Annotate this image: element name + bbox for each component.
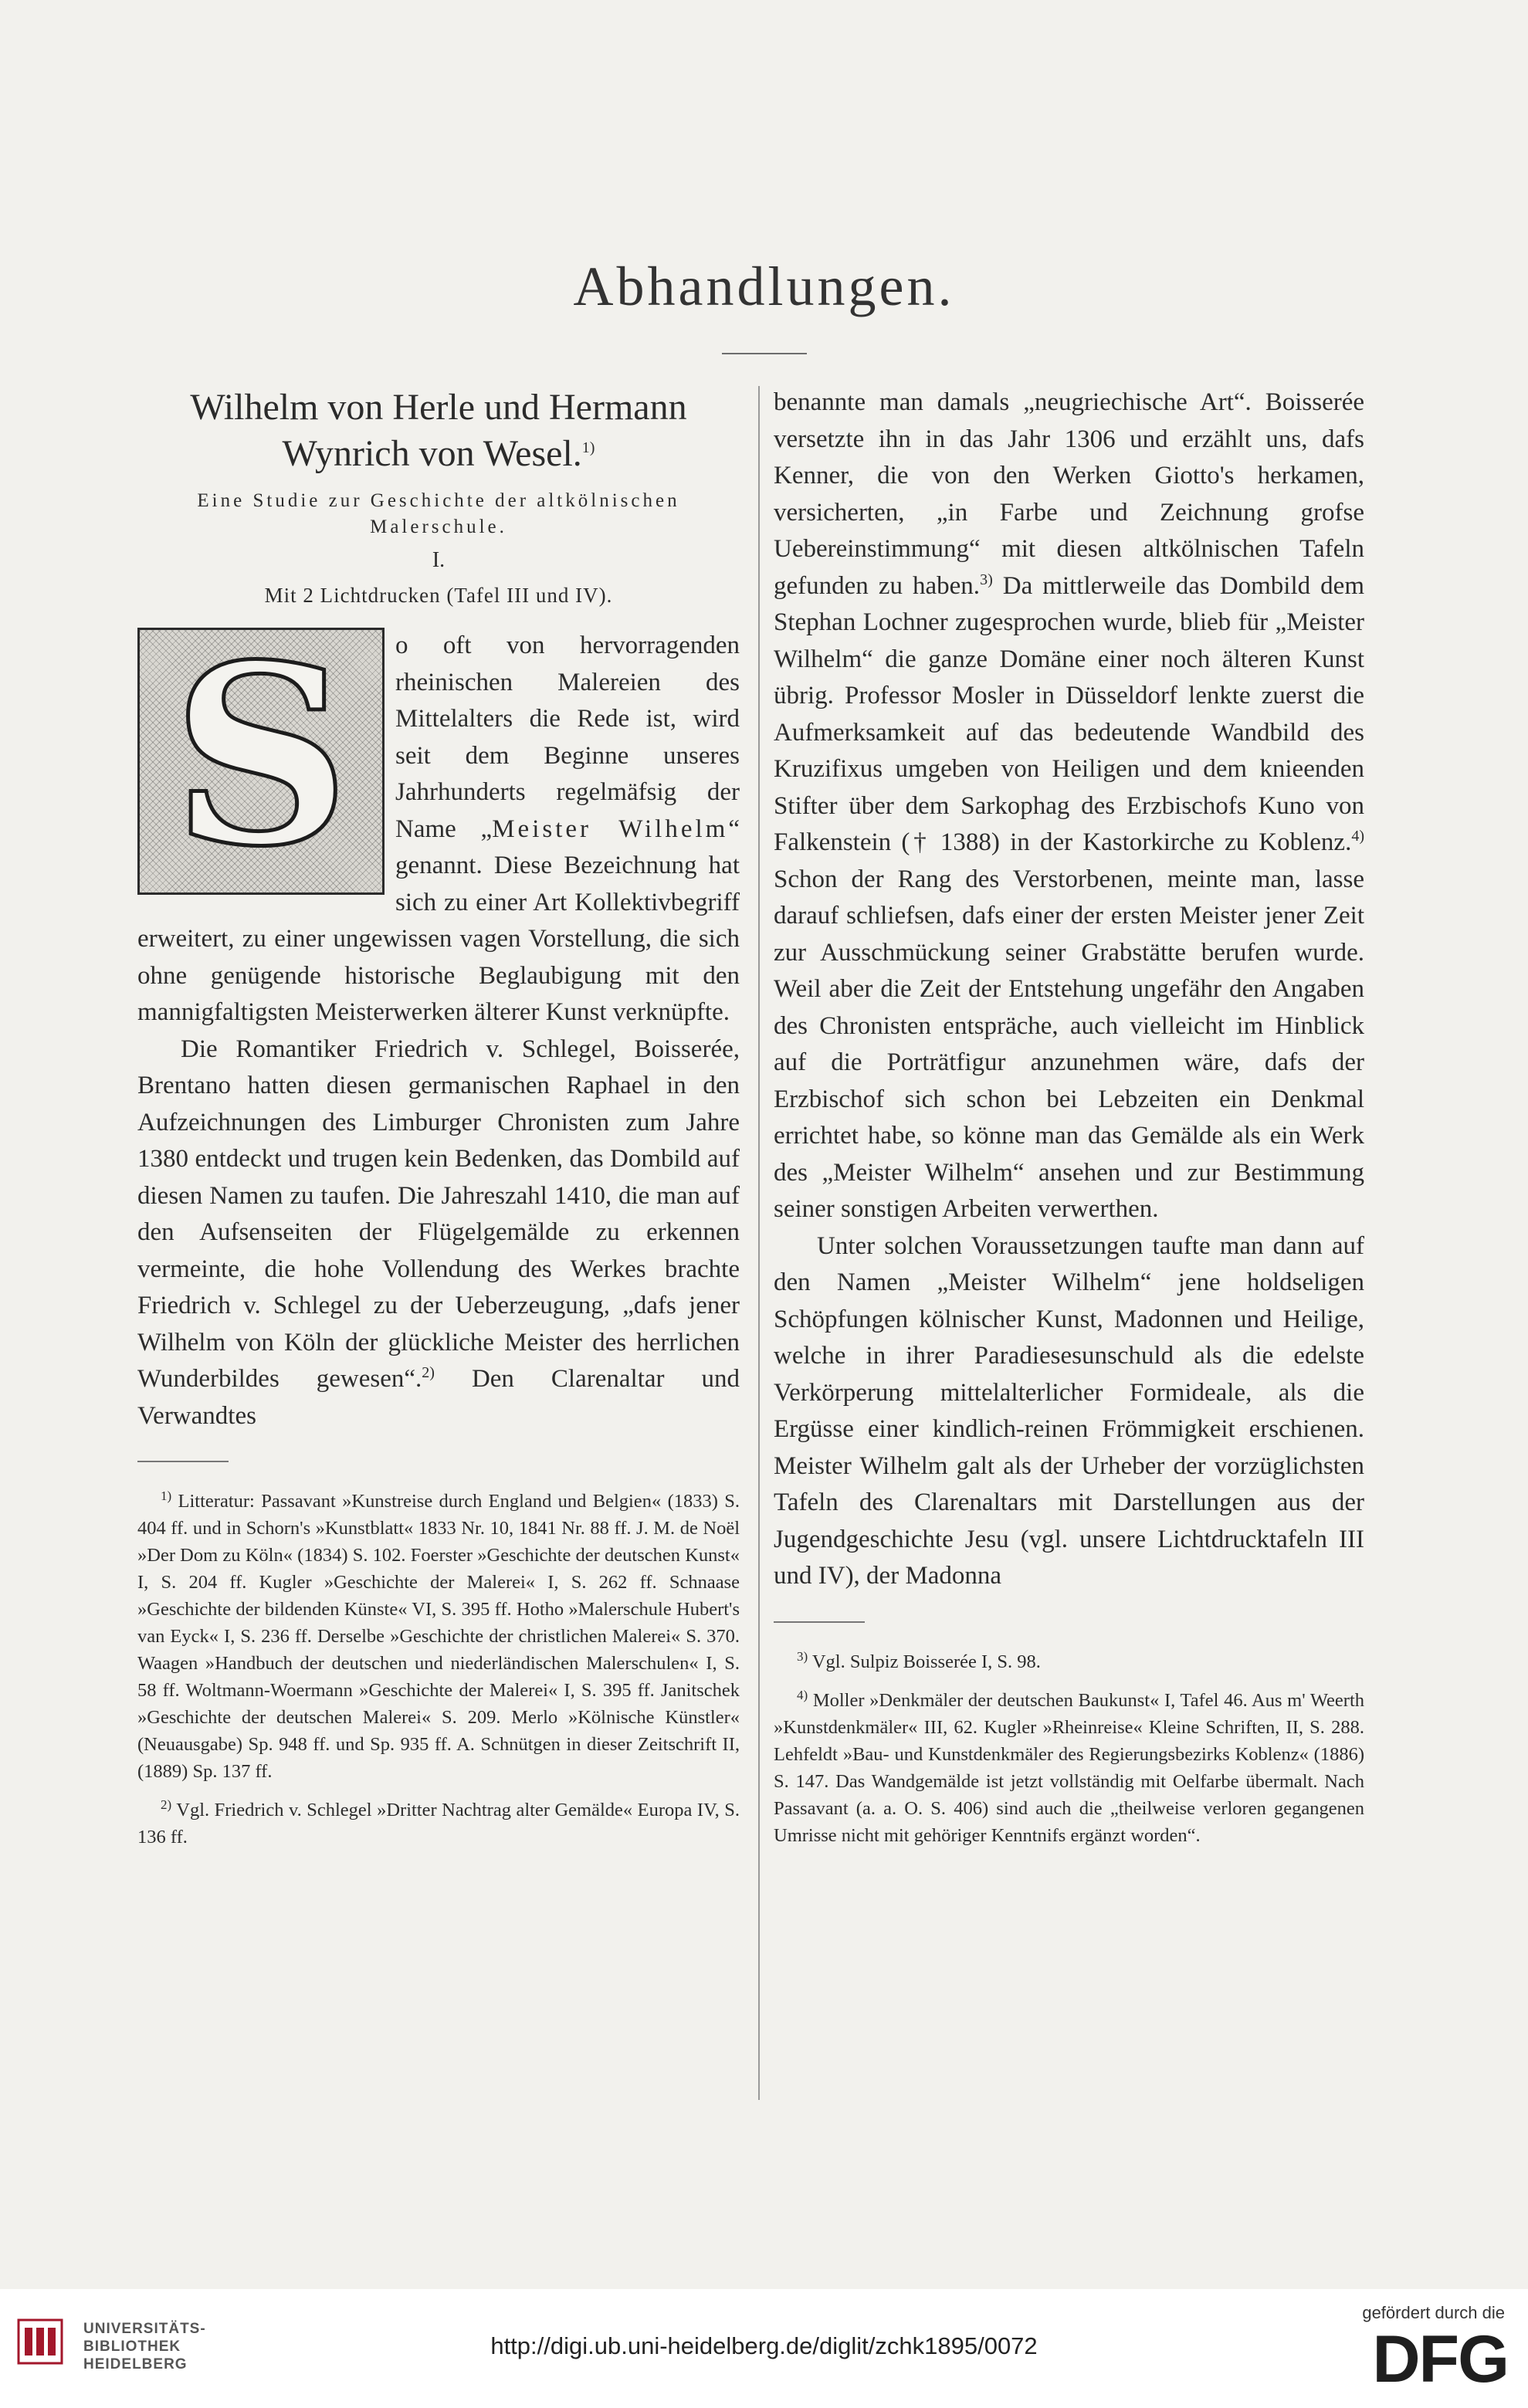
footnote-ref-3: 3) [980,571,993,588]
ornamental-initial-s [137,628,385,895]
title-line-2: Wynrich von Wesel. [282,433,582,474]
column-divider [758,386,760,2100]
left-column [137,384,740,1851]
footnote-rule-right [774,1621,865,1623]
university-library-name: UNIVERSITÄTS- BIBLIOTHEK HEIDELBERG [83,2321,206,2372]
funded-by-label: gefördert durch die [1362,2303,1505,2322]
paragraph-4: Unter solchen Voraussetzungen taufte man dann auf den Namen „Meister Wilhelm“ jene holdseligen Schöpfungen kölnischer Kunst, Madonnen und Heilige, welche in ihrer Paradiesesunschuld als die edelste Verkörperung mittelalterlicher Formideale, als die Ergüsse einer kindlich-reinen Frömmigkeit erschienen. Meister Wilhelm galt als der Urheber der vorzüglichsten Tafeln des Clarenaltars mit Darstellungen aus der Jugendgeschichte Jesu (vgl. unsere Lichtdrucktafeln III und IV), der Madonna [774,1231,1364,1590]
dfg-logo: DFG [1372,2322,1508,2396]
right-footnotes [774,1643,1364,1849]
left-footnotes [137,1482,740,1851]
footnote-ref-2: 2) [422,1364,435,1381]
article-subtitle: Eine Studie zur Geschichte der altkölnischen Malerschule. [197,490,680,537]
footnote-4: $^{4)}$ Moller »Denkmäler der deutschen Baukunst« I, Tafel 46. Aus m' Weerth »Kunstdenkmäler« III, 62. Kugler »Rheinreise« Kleine Schriften, II, S. 288. Lehfeldt »Bau- und Kunstdenkmäler des Regierungsbezirks Koblenz« (1886) S. 147. Das Wandgemälde ist jetzt vollständig mit Oelfarbe übermalt. Nach Passavant (a. a. O. S. 406) sind auch die „theilweise verloren gegangenen Umrisse nicht mit gehöriger Kenntnifs ergänzt worden“. [774,1687,1365,1846]
heading-rule [722,353,807,354]
page-header [0,255,1528,354]
footnote-ref-4: 4) [1351,828,1364,845]
right-body-text [774,384,1364,1595]
paragraph-3: benannte man damals „neugriechische Art“. Boisserée versetzte ihn in das Jahr 1306 und erzählt uns, dafs Kenner, die von den Werken Giotto's herkamen, versicherten, „in Farbe und Zeichnung grofse Uebereinstimmung“ mit diesen altkölnischen Tafeln gefunden zu haben.$^{3)}$ Da mittlerweile das Dombild dem Stephan Lochner zugesprochen wurde, blieb für „Meister Wilhelm“ die ganze Domäne einer noch älteren Kunst übrig. Professor Mosler in Düsseldorf lenkte zuerst die Aufmerksamkeit auf das bedeutende Wandbild des Kruzifixus umgeben von Heiligen und dem knieenden Stifter über dem Sarkophag des Erzbischofs Kuno von Falkenstein († 1388) in der Kastorkirche zu Koblenz.$^{4)}$ Schon der Rang des Verstorbenen, meinte man, lasse darauf schliefsen, dafs einer der ersten Meister jener Zeit zur Ausschmückung seiner Grabstätte berufen wurde. Weil aber die Zeit der Entstehung ungefähr den Angaben des Chronisten entspräche, auch vielleicht im Hinblick auf die Porträtfigur anzunehmen wäre, dafs der Erzbischof sich schon bei Lebzeiten ein Denkmal errichtet habe, so könne man das Gemälde als ein Werk des „Meister Wilhelm“ ansehen und zur Bestimmung seiner sonstigen Arbeiten verwerthen. [774,388,1364,1223]
permalink-url[interactable]: http://digi.ub.uni-heidelberg.de/diglit/zchk1895/0072 [490,2332,1038,2359]
footnote-1: $^{1)}$ Litteratur: Passavant »Kunstreise durch England und Belgien« (1833) S. 404 ff. und in Schorn's »Kunstblatt« 1833 Nr. 10, 1841 Nr. 88 ff. J. M. de Noël »Der Dom zu Köln« (1834) S. 102. Foerster »Geschichte der deutschen Kunst« I, S. 204 ff. Kugler »Geschichte der Malerei« I, S. 262 ff. Schnaase »Geschichte der bildenden Künste« VI, S. 395 ff. Hotho »Malerschule Hubert's van Eyck« I, S. 236 ff. Derselbe »Geschichte der christlichen Malerei« S. 370. Waagen »Handbuch der deutschen und niederländischen Malerschulen« I, S. 58 ff. Woltmann-Woermann »Geschichte der Malerei« I, S. 395 ff. Janitschek »Geschichte der deutschen Malerei« S. 209. Merlo »Kölnische Künstler« (Neuausgabe) Sp. 948 ff. und Sp. 935 ff. A. Schnütgen in dieser Zeitschrift II, (1889) Sp. 137 ff. [137,1488,740,1783]
section-number: I. [432,548,446,572]
footnote-2: $^{2)}$ Vgl. Friedrich v. Schlegel »Dritter Nachtrag alter Gemälde« Europa IV, S. 136 ff. [137,1797,740,1848]
right-column [774,384,1364,1849]
plates-note: Mit 2 Lichtdrucken (Tafel III und IV). [264,584,613,607]
paragraph-1: o oft von hervorragenden rheinischen Malereien des Mittelalters die Rede ist, wird seit dem Beginne unseres Jahrhunderts regelmäfsig der Name „Meister Wilhelm“ genannt. Diese Bezeichnung hat sich zu einer Art Kollektivbegriff erweitert, zu einer ungewissen vagen Vorstellung, die sich ohne genügende historische Beglaubigung mit den mannigfaltigsten Meisterwerken älterer Kunst verknüpfte. [137,632,740,1026]
title-line-1: Wilhelm von Herle und Hermann [190,387,687,428]
paragraph-2: Die Romantiker Friedrich v. Schlegel, Boisserée, Brentano hatten diesen germanischen Raphael in den Aufzeichnungen des Limburger Chronisten zum Jahre 1380 entdeckt und trugen kein Bedenken, das Dombild auf diesen Namen zu taufen. Die Jahreszahl 1410, die man auf den Aufsenseiten der Flügelgemälde zu erkennen vermeinte, die hohe Vollendung des Werkes brachte Friedrich v. Schlegel zu der Ueberzeugung, „dafs jener Wilhelm von Köln der glückliche Meister des herrlichen Wunderbildes gewesen“.$^{2)}$ Den Clarenaltar und Verwandtes [137,1035,740,1430]
footnote-rule-left [137,1461,229,1462]
page-heading: Abhandlungen. [573,256,955,317]
article-title [137,384,740,477]
footnote-3: $^{3)}$ Vgl. Sulpiz Boisserée I, S. 98. [797,1648,1041,1672]
title-footnote-ref: 1) [581,439,595,456]
footer-bar [0,2289,1528,2408]
drop-cap-letter: S [171,628,351,895]
meister-wilhelm-spaced: Meister Wilhelm [492,815,729,843]
left-body-text [137,628,740,1434]
